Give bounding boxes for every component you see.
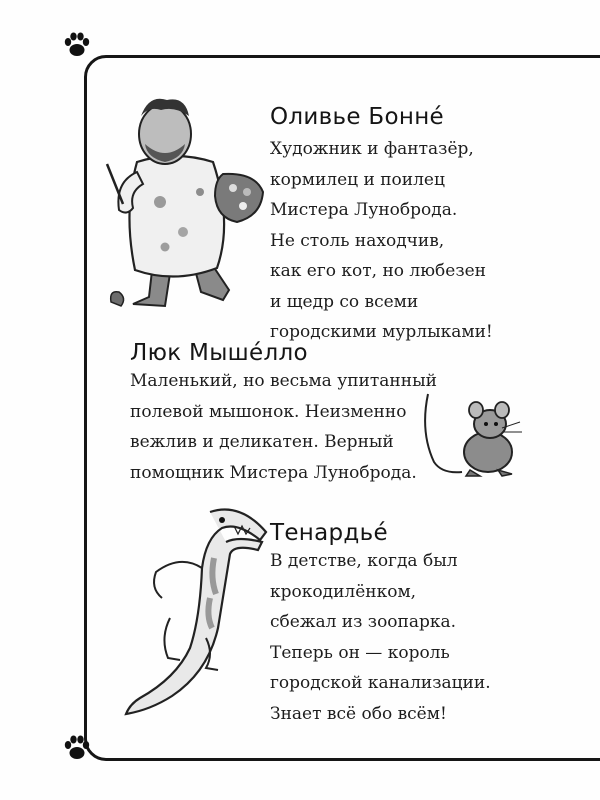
- character-name-thenardier: Тенардье́: [270, 520, 388, 546]
- character-description-olivier: [270, 134, 493, 348]
- description-line: городской канализации.: [270, 673, 491, 693]
- mouse-illustration: [420, 392, 530, 482]
- paw-print-icon: [62, 30, 92, 60]
- painter-illustration: [105, 92, 265, 322]
- description-line: крокодилёнком,: [270, 581, 417, 602]
- crocodile-illustration: [110, 498, 270, 718]
- description-line: Теперь он — король: [270, 642, 450, 663]
- description-line: вежлив и деликатен. Верный: [130, 432, 394, 452]
- description-line: сбежал из зоопарка.: [270, 612, 457, 632]
- character-name-luc: Люк Мыше́лло: [130, 340, 308, 366]
- description-line: помощник Мистера Луноброда.: [130, 462, 417, 483]
- description-line: Знает всё обо всём!: [270, 703, 447, 724]
- description-line: как его кот, но любезен: [270, 261, 486, 281]
- description-line: Мистера Луноброда.: [270, 200, 458, 220]
- description-line: В детстве, когда был: [270, 551, 458, 571]
- character-description-thenardier: [270, 546, 491, 729]
- description-line: и щедр со всеми: [270, 291, 419, 312]
- description-line: полевой мышонок. Неизменно: [130, 401, 407, 422]
- description-line: кормилец и поилец: [270, 169, 445, 190]
- description-line: Маленький, но весьма упитанный: [130, 371, 437, 391]
- description-line: Художник и фантазёр,: [270, 139, 474, 159]
- description-line: Не столь находчив,: [270, 230, 445, 251]
- character-name-olivier: Оливье Бонне́: [270, 104, 444, 130]
- description-line: городскими мурлыками!: [270, 322, 493, 342]
- paw-print-icon: [62, 733, 92, 763]
- character-description-luc: [130, 366, 437, 488]
